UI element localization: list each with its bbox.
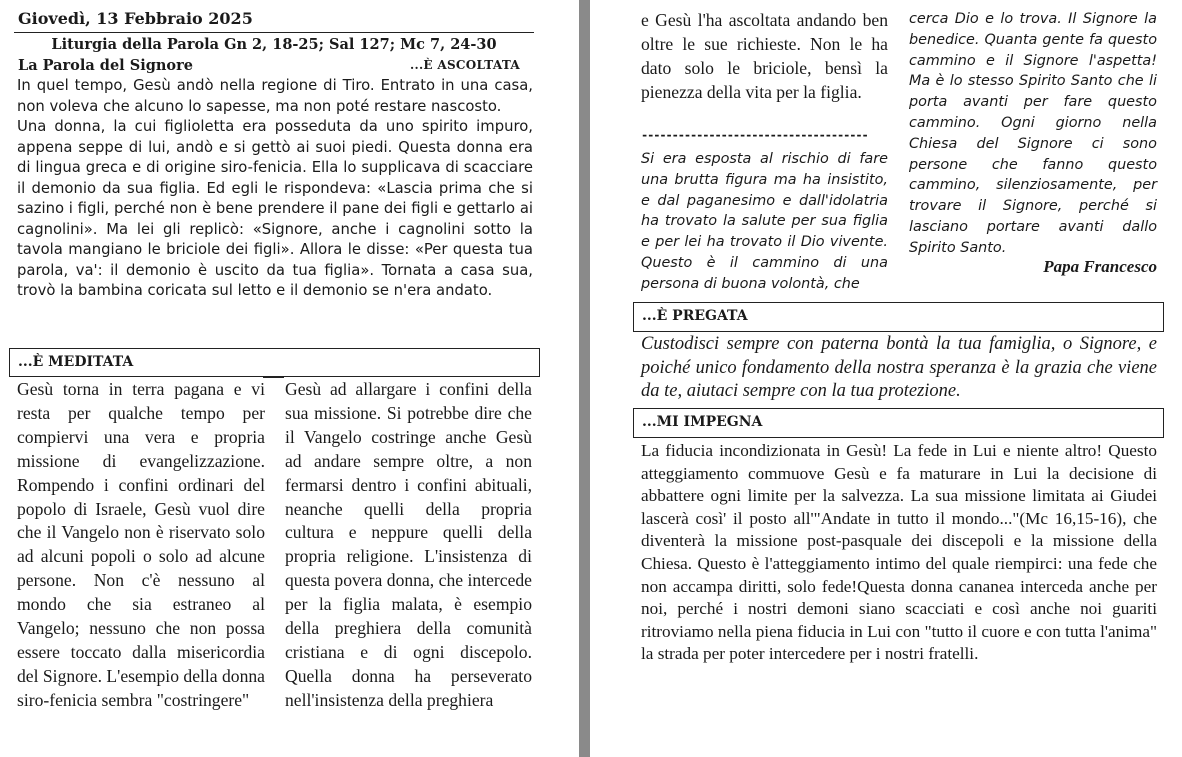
liturgy-references: Liturgia della Parola Gn 2, 18-25; Sal 127; Mc 7, 24-30 [51,36,497,53]
meditation-column-2 [285,378,532,713]
section-title: ...È MEDITATA [18,354,134,370]
gospel-text [17,76,533,302]
meditation-text: e Gesù l'ha ascoltata andando ben oltre le sue richieste. Non le ha dato solo le briciole, bensì la pienezza della vita per la figlia. [641,10,888,102]
word-title: La Parola del Signore [18,57,193,74]
section-title: ...È PREGATA [642,308,748,324]
separator-line: ------------------------------------- [641,128,868,142]
meditation-column-1 [17,378,265,713]
gospel-paragraph: In quel tempo, Gesù andò nella regione di Tiro. Entrato in una casa, non voleva che alcuno lo sapesse, ma non poté restare nascosto. [17,77,533,115]
quote-right: cerca Dio e lo trova. Il Signore la benedice. Quanta gente fa questo cammino e il Signore l'aspetta! Ma è lo stesso Spirito Santo che li porta avanti per fare questo cammino. Ogni giorno nella Chiesa del Signore ci sono persone che fanno questo cammino, silenziosamente, per trovare il Signore, perché si lasciano portare avanti dallo Spirito Santo. [909,11,1157,256]
page-divider [579,0,590,757]
section-header-pregata [633,302,1164,332]
listened-label: ...È ASCOLTATA [410,58,521,72]
prayer-text: Custodisci sempre con paterna bontà la tua famiglia, o Signore, e poiché unico fondamento della nostra speranza è la grazia che viene da te, aiutaci sempre con la tua protezione. [641,334,1157,401]
meditation-text: Gesù ad allargare i confini della sua missione. Si potrebbe dire che il Vangelo costringe anche Gesù ad andare sempre oltre, a non fermarsi dentro i confini abituali, neanche quelli della propria cultura e neppure quelli della propria religione. L'insistenza di questa povera donna, che intercede per la figlia malata, è esempio della preghiera della comunità cristiana e di ogni discepolo. Quella donna ha perseverato nell'insistenza della preghiera [285,379,532,710]
section-header-impegna [633,408,1164,438]
meditation-text: Gesù torna in terra pagana e vi resta per qualche tempo per compiervi una vera e propria missione di evangelizzazione. Rompendo i confini ordinari del popolo di Israele, Gesù vuol dire che il Vangelo non è riservato solo ad alcuni popoli o solo ad alcune persone. Non c'è nessuno al mondo che sia estraneo al Vangelo; nessuno che non possa essere toccato dalla misericordia del Signore. L'esempio della donna siro-fenicia sembra "costringere" [17,379,265,710]
section-header-meditata [9,348,540,377]
section-title: ...MI IMPEGNA [642,414,763,430]
column-rule [263,377,284,378]
quote-author: Papa Francesco [1043,257,1157,276]
date-heading: Giovedì, 13 Febbraio 2025 [18,9,253,28]
meditation-column-3 [641,9,888,105]
quote-left: Si era esposta al rischio di fare una brutta figura ma ha insistito, e dal paganesimo e dall'idolatria ha trovato la salute per sua figlia e per lei ha trovato il Dio vivente. Questo è il cammino di una persona di buona volontà, che [641,151,888,292]
commitment-text: La fiducia incondizionata in Gesù! La fede in Lui e niente altro! Questo atteggiamento commuove Gesù e fa maturare in Lui la decisione di abbattere ogni limite per la salvezza. La sua missione limitata ai Giudei lascerà così' il posto all'"Andate in tutto il mondo..."(Mc 16,15-16), che diventerà la missione post-pasquale dei discepoli e la missione della Chiesa. Questo è l'atteggiamento intimo del quale riempirci: una fede che non accampa diritti, solo fede!Questa donna cananea interceda anche per noi, perché i nostri demoni siano scacciati e così anche noi guariti ritroviamo nella piena fiducia in Lui con "tutto il cuore e con tutta l'anima" la strada per poter intercedere per i nostri fratelli. [641,441,1157,664]
gospel-paragraph: Una donna, la cui figlioletta era posseduta da uno spirito impuro, appena seppe di lui, andò e si gettò ai suoi piedi. Questa donna era di lingua greca e di origine siro-fenicia. Ella lo supplicava di scacciare il demonio da sua figlia. Ed egli le rispondeva: «Lascia prima che si sazino i figli, perché non è bene prendere il pane dei figli e gettarlo ai cagnolini». Ma lei gli replicò: «Signore, anche i cagnolini sotto la tavola mangiano le briciole dei figli». Allora le disse: «Per questa tua parola, va': il demonio è uscito da tua figlia». Tornata a casa sua, trovò la bambina coricata sul letto e il demonio se n'era andato. [17,118,533,299]
header-rule [14,32,534,33]
